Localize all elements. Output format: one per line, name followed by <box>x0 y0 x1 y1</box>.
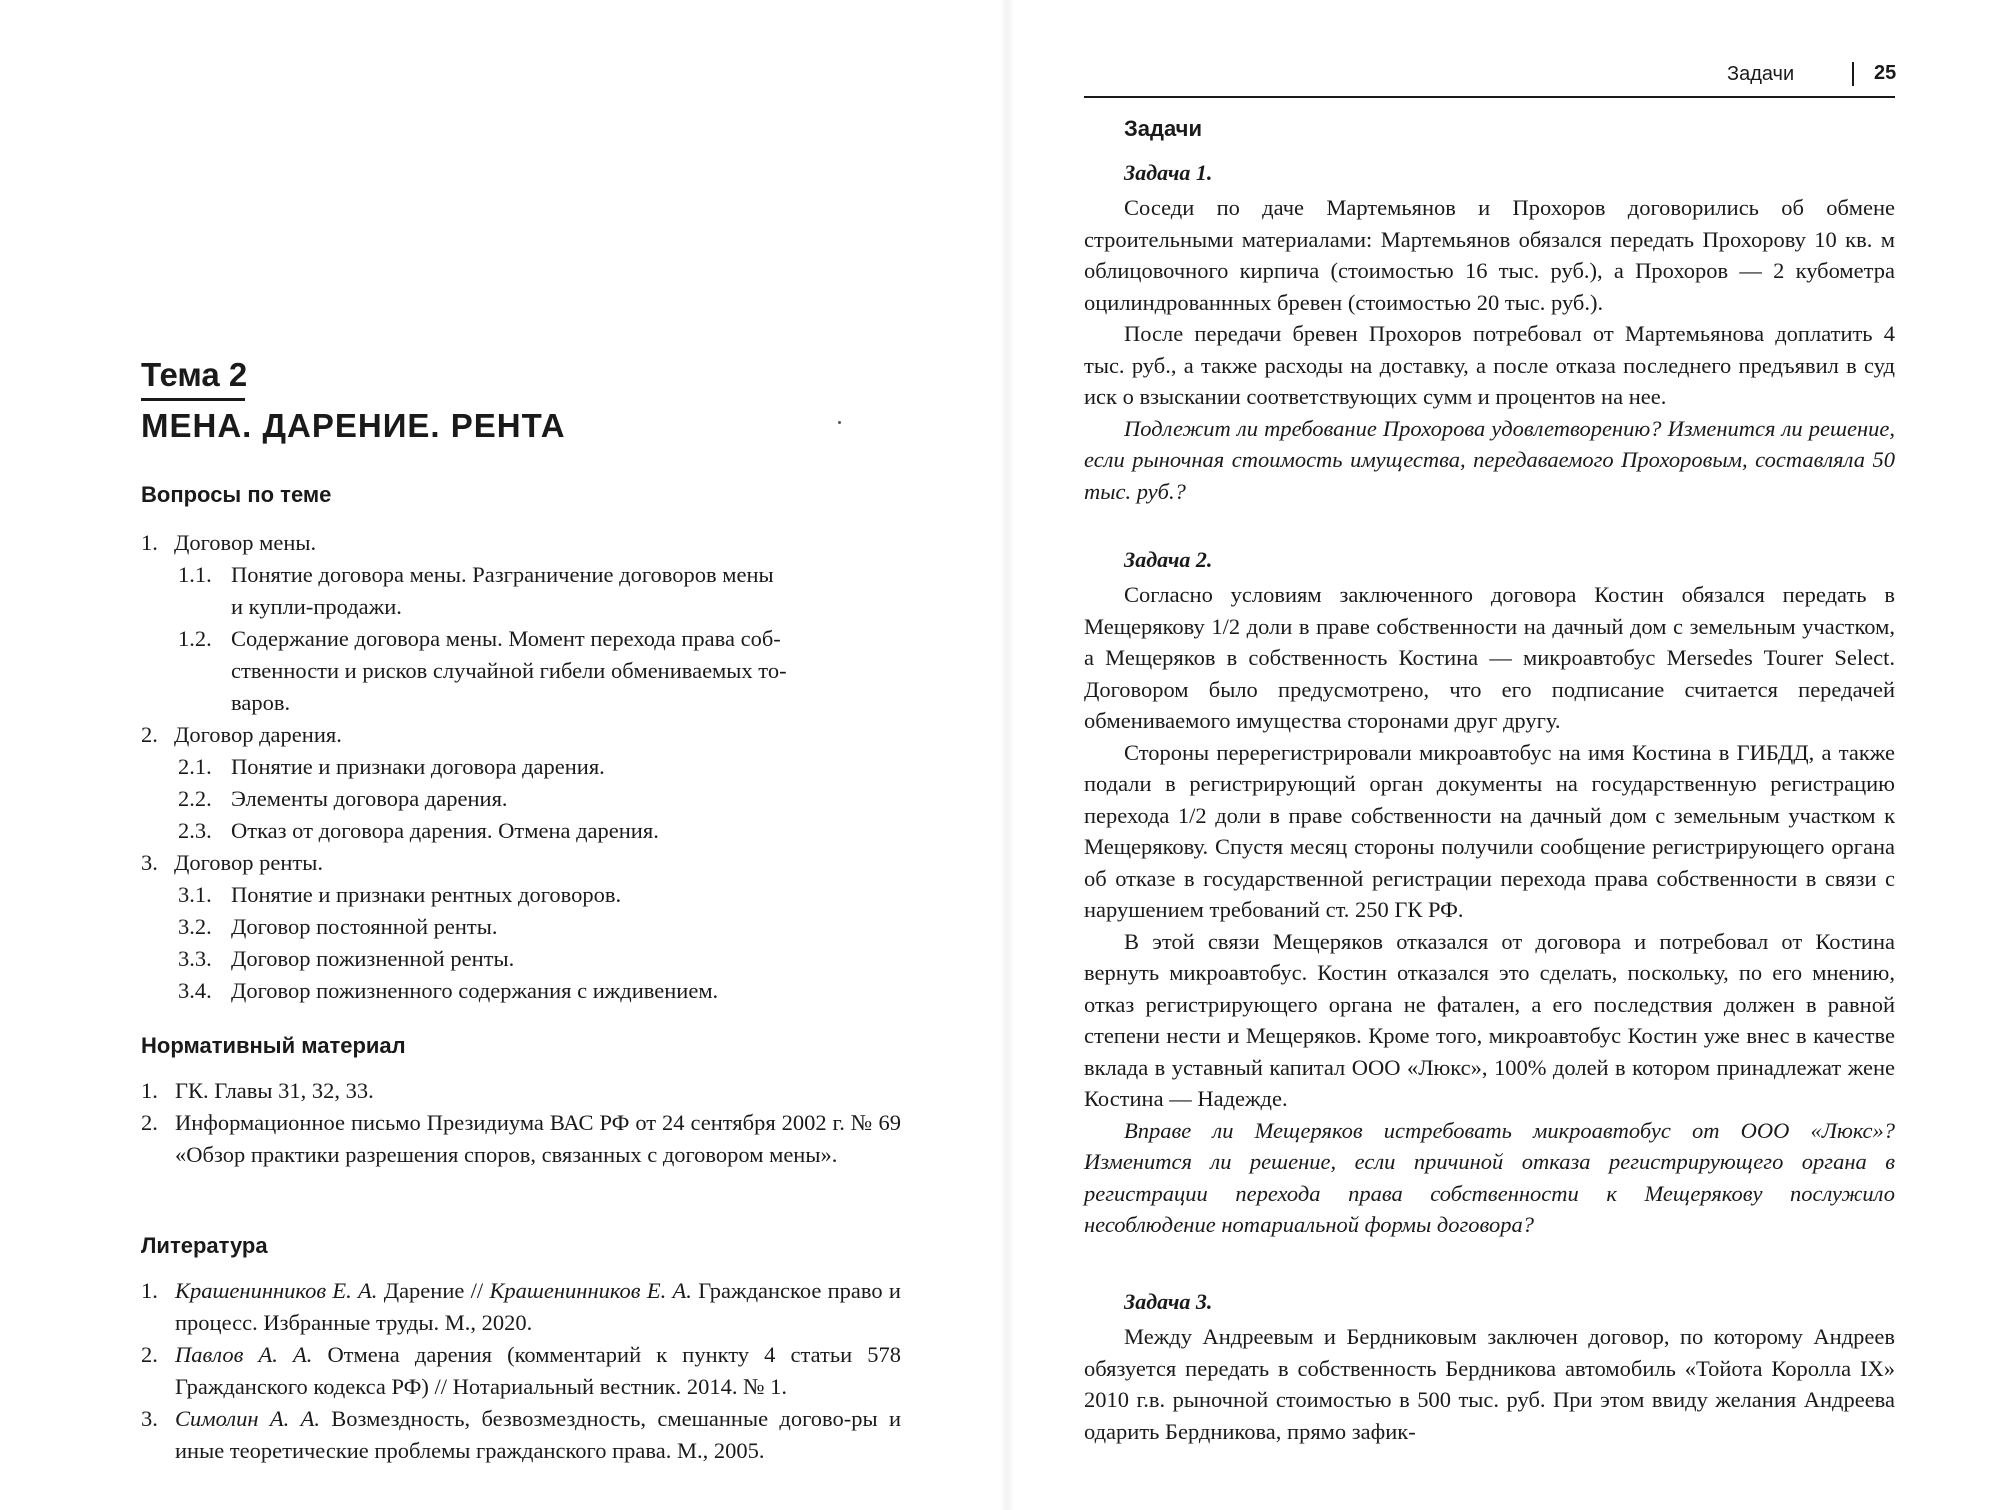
list-item: Элементы договора дарения. <box>231 786 508 811</box>
task-paragraph: Согласно условиям заключенного договора Костин обязался передать в Мещерякову 1/2 доли в праве собственности на дачный дом с земельным участком, а Мещеряков в собственность Костина — микроавтобус Mersedes Tourer Select. Договором было предусмотрено, что его подписание считается передачей обмениваемого имущества сторонами друг другу. <box>1084 582 1895 733</box>
list-item <box>141 1075 901 1107</box>
list-item-number: 3.3. <box>178 946 212 971</box>
normative-list <box>141 1075 901 1171</box>
task-paragraph: Между Андреевым и Бердниковым заключен договор, по которому Андреев обязуется передать в собственность Бердникова автомобиль «Тойота Королла IX» 2010 г.в. рыночной стоимостью в 500 тыс. руб. При этом ввиду желания Андреева одарить Бердникова, прямо зафик- <box>1084 1324 1895 1444</box>
list-item: Понятие договора мены. Разграничение договоров мены <box>231 562 774 587</box>
task-question: Вправе ли Мещеряков истребовать микроавтобус от ООО «Люкс»? Изменится ли решение, если причиной отказа регистрирующего органа в регистрации перехода права собственности к Мещерякову послужило несоблюдение нотариальной формы договора? <box>1084 1117 1895 1237</box>
book-spine <box>1000 0 1014 1510</box>
questions-heading: Вопросы по теме <box>141 482 332 507</box>
running-head: Задачи <box>1727 63 1795 85</box>
header-rule <box>1084 96 1895 98</box>
list-item: Договор дарения. <box>174 722 342 747</box>
normative-heading: Нормативный материал <box>141 1033 406 1058</box>
list-item-number: 2.2. <box>178 786 212 811</box>
list-item-number: 2. <box>141 722 158 747</box>
list-item-number: 2.3. <box>178 818 212 843</box>
task-2 <box>1084 545 1895 1241</box>
task-title: Задача 2. <box>1124 547 1213 572</box>
author-name: Павлов А. А. <box>175 1342 313 1367</box>
literature-list <box>141 1275 901 1467</box>
list-item-number: 1. <box>141 1278 158 1303</box>
task-paragraph: Стороны перерегистрировали микроавтобус на имя Костина в ГИБДД, а также подали в регистрирующий орган документы на государственную регистрацию перехода 1/2 доли в праве собственности на дачный дом с земельным участком к Мещерякову. Спустя месяц стороны получили сообщение регистрирующего органа об отказе в государственной регистрации перехода права собственности в связи с нарушением требований ст. 250 ГК РФ. <box>1084 739 1895 922</box>
list-item <box>141 1275 901 1339</box>
list-item-number: 1.1. <box>178 562 212 587</box>
section-heading: Задачи <box>1124 116 1202 141</box>
author-name: Крашенинников Е. А. <box>489 1278 692 1303</box>
topic-underline <box>141 398 245 401</box>
list-item-text: Отмена дарения (комментарий к пункту 4 статьи 578 Гражданского кодекса РФ) // Нотариальный вестник. 2014. № 1. <box>175 1342 901 1399</box>
list-item-number: 1. <box>141 1078 158 1103</box>
list-item-number: 3.4. <box>178 978 212 1003</box>
list-item-number: 3. <box>141 850 158 875</box>
task-paragraph: Соседи по даче Мартемьянов и Прохоров договорились об обмене строительными материалами: Мартемьянов обязался передать Прохорову 10 кв. м облицовочного кирпича (стоимостью 16 тыс. руб.), а Прохоров — 2 кубометра оцилиндрованнных бревен (стоимостью 20 тыс. руб.). <box>1084 195 1895 315</box>
list-item-text: Информационное письмо Президиума ВАС РФ от 24 сентября 2002 г. № 69 «Обзор практики разрешения споров, связанных с договором мены». <box>175 1110 901 1167</box>
task-1 <box>1084 158 1895 507</box>
list-item-number: 3.1. <box>178 882 212 907</box>
author-name: Крашенинников Е. А. <box>175 1278 378 1303</box>
literature-heading: Литература <box>141 1233 268 1258</box>
list-item <box>141 1403 901 1467</box>
task-paragraph: В этой связи Мещеряков отказался от договора и потребовал от Костина вернуть микроавтобус. Костин отказался это сделать, поскольку, по его мнению, отказ регистрирующего органа не фатален, а его последствия должен в равной степени нести и Мещеряков. Кроме того, микроавтобус Костин уже внес в качестве вклада в уставный капитал ООО «Люкс», 100% долей в котором принадлежат жене Костина — Надежде. <box>1084 928 1895 1111</box>
list-item: Содержание договора мены. Момент перехода права соб- <box>231 626 781 651</box>
print-speck <box>838 421 841 424</box>
list-item: Понятие и признаки договора дарения. <box>231 754 605 779</box>
list-item-number: 3. <box>141 1406 158 1431</box>
topic-title: МЕНА. ДАРЕНИЕ. РЕНТА <box>141 407 566 444</box>
list-item-continuation: ственности и рисков случайной гибели обмениваемых то- <box>231 658 787 683</box>
task-question: Подлежит ли требование Прохорова удовлетворению? Изменится ли решение, если рыночная стоимость имущества, передаваемого Прохоровым, составляла 50 тыс. руб.? <box>1084 415 1895 504</box>
author-name: Симолин А. А. <box>175 1406 320 1431</box>
list-item-number: 2. <box>141 1342 158 1367</box>
list-item-number: 1.2. <box>178 626 212 651</box>
list-item <box>141 1107 901 1171</box>
list-item: Договор мены. <box>174 530 317 555</box>
list-item: Договор постоянной ренты. <box>231 914 498 939</box>
list-item-continuation: и купли-продажи. <box>231 594 402 619</box>
task-title: Задача 1. <box>1124 160 1213 185</box>
list-item <box>141 1339 901 1403</box>
running-head-separator <box>1852 62 1854 86</box>
task-paragraph: После передачи бревен Прохоров потребовал от Мартемьянова доплатить 4 тыс. руб., а также расходы на доставку, а после отказа последнего предъявил в суд иск о взыскании соответствующих сумм и процентов на нее. <box>1084 321 1895 409</box>
list-item-number: 2. <box>141 1110 158 1135</box>
list-item: Отказ от договора дарения. Отмена дарения. <box>231 818 659 843</box>
list-item-number: 1. <box>141 530 158 555</box>
list-item: Договор ренты. <box>174 850 323 875</box>
list-item-text: Возмездность, безвозмездность, смешанные догово-ры и иные теоретические проблемы гражданского права. М., 2005. <box>175 1406 901 1463</box>
list-item-text: Дарение // <box>377 1278 490 1303</box>
task-3 <box>1084 1287 1895 1447</box>
list-item-text: ГК. Главы 31, 32, 33. <box>175 1078 374 1103</box>
list-item-text: Гражданское право и процесс. Избранные труды. М., 2020. <box>175 1278 901 1335</box>
list-item-number: 3.2. <box>178 914 212 939</box>
topic-label: Тема 2 <box>141 356 248 393</box>
list-item-number: 2.1. <box>178 754 212 779</box>
list-item-continuation: варов. <box>231 690 291 715</box>
task-title: Задача 3. <box>1124 1289 1213 1314</box>
page-number: 25 <box>1874 62 1897 84</box>
list-item: Договор пожизненного содержания с иждивением. <box>231 978 719 1003</box>
list-item: Договор пожизненной ренты. <box>231 946 515 971</box>
list-item: Понятие и признаки рентных договоров. <box>231 882 622 907</box>
